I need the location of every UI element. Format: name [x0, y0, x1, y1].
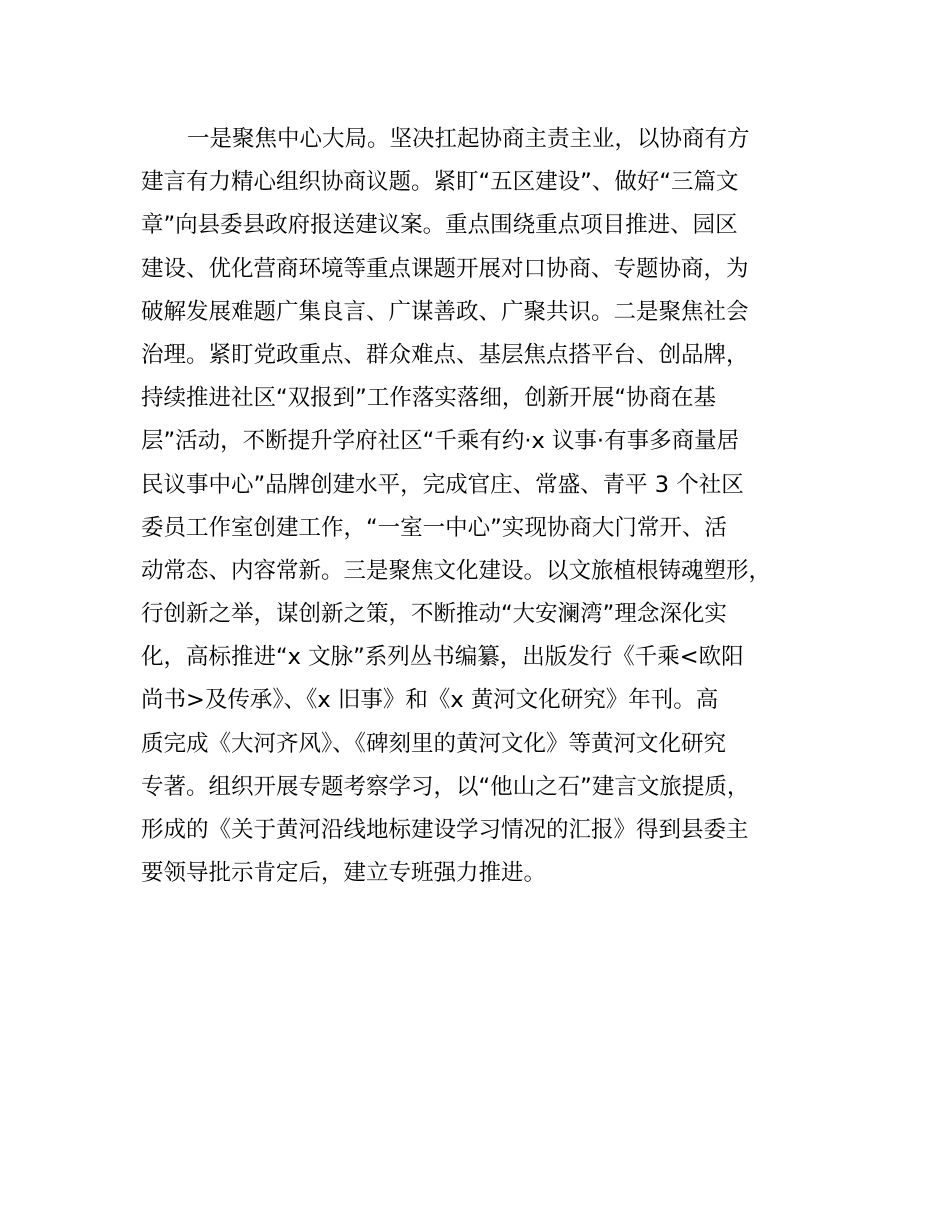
- paragraph-line: 要领导批示肯定后，建立专班强力推进。: [141, 860, 547, 887]
- paragraph-line: 委员工作室创建工作，“一室一中心”实现协商大门常开、活: [141, 514, 727, 541]
- paragraph-line: 持续推进社区“双报到”工作落实落细，创新开展“协商在基: [141, 385, 716, 412]
- paragraph-line: 民议事中心”品牌创建水平，完成官庄、常盛、青平 3 个社区: [141, 471, 744, 498]
- paragraph-line: 质完成《大河齐风》、《碑刻里的黄河文化》等黄河文化研究: [141, 730, 727, 757]
- paragraph-line: 行创新之举，谋创新之策，不断推动“大安澜湾”理念深化实: [141, 601, 727, 628]
- paragraph-line: 一是聚焦中心大局。坚决扛起协商主责主业，以协商有方: [187, 126, 750, 152]
- paragraph-line: 形成的《关于黄河沿线地标建设学习情况的汇报》得到县委主: [141, 817, 749, 843]
- paragraph-line: 章”向县委县政府报送建议案。重点围绕重点项目推进、园区: [141, 212, 738, 239]
- paragraph-line: 化，高标推进“x 文脉”系列丛书编纂，出版发行《千乘<欧阳: [141, 644, 744, 671]
- paragraph-line: 尚书>及传承》、《x 旧事》和《x 黄河文化研究》年刊。高: [141, 687, 719, 714]
- body-paragraph: [141, 118, 841, 895]
- paragraph-line: 层”活动，不断提升学府社区“千乘有约·x 议事·有事多商量居: [141, 428, 740, 455]
- paragraph-line: 专著。组织开展专题考察学习，以“他山之石”建言文旅提质，: [141, 773, 750, 800]
- paragraph-line: 建设、优化营商环境等重点课题开展对口协商、专题协商，为: [141, 255, 749, 282]
- paragraph-line: 破解发展难题广集良言、广谋善政、广聚共识。二是聚焦社会: [141, 298, 749, 325]
- paragraph-line: 治理。紧盯党政重点、群众难点、基层焦点搭平台、创品牌，: [141, 341, 749, 368]
- paragraph-line: 动常态、内容常新。三是聚焦文化建设。以文旅植根铸魂塑形，: [141, 557, 772, 584]
- paragraph-line: 建言有力精心组织协商议题。紧盯“五区建设”、做好“三篇文: [141, 169, 739, 196]
